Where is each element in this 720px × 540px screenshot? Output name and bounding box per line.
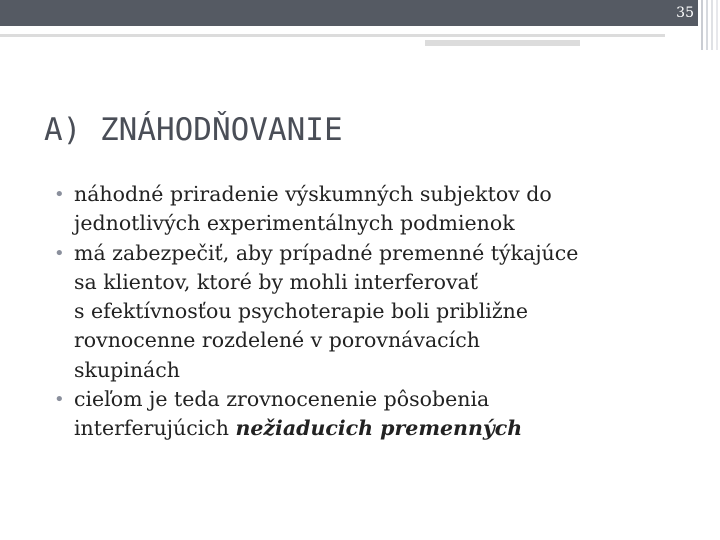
corner-decoration [700,0,720,52]
bullet-line: skupinách [74,357,180,382]
bullet-line: sa klientov, ktoré by mohli interferovať [74,269,479,294]
bullet-line: má zabezpečiť, aby prípadné premenné týkajúce [74,240,579,265]
bullet-icon: • [54,184,65,205]
bullet-text-plain: interferujúcich [74,416,236,441]
bullet-item [54,180,694,239]
bullet-line: jednotlivých experimentálnych podmienok [74,211,515,236]
bullet-line: cieľom je teda zrovnocenenie pôsobenia [74,387,490,412]
slide-title: A) ZNÁHODŇOVANIE [44,112,343,148]
top-rule [0,34,665,37]
bullet-line: rovnocenne rozdelené v porovnávacích [74,328,480,353]
bullet-icon: • [54,242,65,264]
bullet-line: náhodné priradenie výskumných subjektov do [74,182,552,206]
bullet-line-mixed [74,414,694,443]
top-bar [0,0,698,26]
page-number: 35 [676,5,694,21]
bullet-list [54,180,694,444]
top-rule-accent [425,40,580,46]
bullet-item [54,239,694,385]
bullet-item [54,385,694,444]
bullet-icon: • [54,389,65,411]
bullet-text-emphasis: nežiaducich premenných [235,416,523,441]
bullet-line: s efektívnosťou psychoterapie boli približne [74,299,528,324]
